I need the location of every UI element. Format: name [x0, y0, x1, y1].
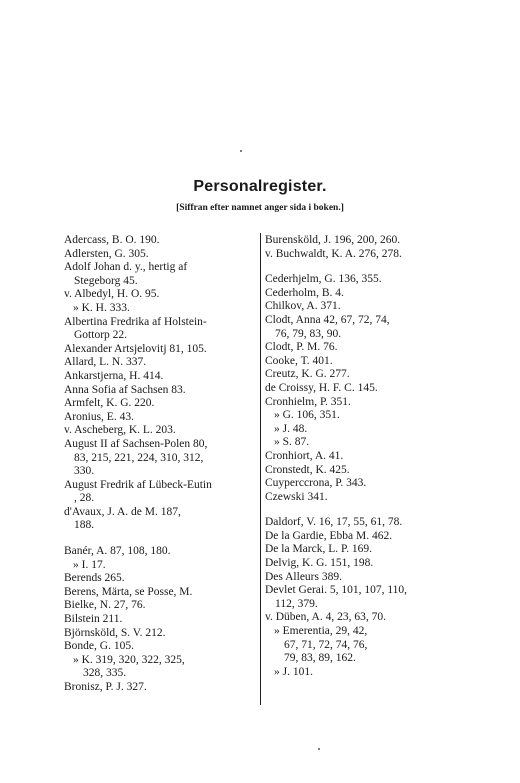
index-entry-text: De la Gardie, Ebba M. 462. — [265, 529, 393, 542]
index-entry — [265, 543, 455, 557]
index-entry-text: » G. 106, 351. — [274, 409, 340, 422]
index-entry — [265, 368, 455, 382]
index-entry — [265, 314, 455, 341]
index-entry — [64, 654, 256, 681]
index-entry-text: Des Alleurs 389. — [265, 570, 342, 583]
page-subtitle: [Siffran efter namnet anger sida i boken.] — [176, 203, 344, 213]
index-entry — [64, 572, 256, 586]
index-entry-text: » I. 17. — [73, 558, 106, 571]
index-entry-continuation: 330. — [74, 465, 95, 478]
index-entry-continuation: 76, 79, 83, 90. — [275, 327, 342, 340]
index-entry-text: Cederhjelm, G. 136, 355. — [265, 273, 382, 286]
index-entry-text: Adolf Johan d. y., hertig af — [64, 261, 188, 274]
index-entry — [265, 355, 455, 369]
index-entry — [64, 640, 256, 654]
index-entry-continuation: 188. — [74, 519, 95, 532]
index-entry-text: Banér, A. 87, 108, 180. — [64, 545, 171, 558]
index-entry-text: Berens, Märta, se Posse, M. — [64, 585, 193, 598]
index-entry — [265, 477, 455, 491]
index-entry — [64, 559, 256, 573]
index-entry-text: Cooke, T. 401. — [265, 354, 333, 367]
index-entry-text: Daldorf, V. 16, 17, 55, 61, 78. — [265, 516, 403, 529]
index-entry-text: Albertina Fredrika af Holstein- — [64, 315, 207, 328]
index-entry-continuation: 328, 335. — [83, 667, 127, 680]
index-entry-text: » Emerentia, 29, 42, — [274, 625, 368, 638]
index-entry — [64, 424, 256, 438]
index-entry — [64, 438, 256, 479]
index-entry — [265, 611, 455, 625]
index-entry — [265, 273, 455, 287]
index-entry — [64, 302, 256, 316]
index-column-left — [64, 234, 256, 695]
index-entry-text: August II af Sachsen-Polen 80, — [64, 437, 208, 450]
index-entry-text: Chilkov, A. 371. — [265, 300, 341, 313]
index-entry-text: De la Marck, L. P. 169. — [265, 543, 372, 556]
index-entry-text: Adercass, B. O. 190. — [64, 234, 160, 246]
index-entry-text: Delvig, K. G. 151, 198. — [265, 557, 374, 570]
index-entry-text: Cronhiort, A. 41. — [265, 449, 344, 462]
index-entry-text: Czewski 341. — [265, 490, 328, 503]
index-entry — [64, 316, 256, 343]
index-entry — [265, 584, 455, 611]
index-entry-continuation: , 28. — [74, 492, 95, 505]
index-entry — [265, 409, 455, 423]
index-entry — [64, 397, 256, 411]
index-entry-text: August Fredrik af Lübeck-Eutin — [64, 478, 212, 491]
index-entry — [64, 627, 256, 641]
index-entry — [265, 234, 455, 248]
index-entry-text: Bronisz, P. J. 327. — [64, 681, 147, 693]
index-entry — [64, 599, 256, 613]
index-entry-text: Cederholm, B. 4. — [265, 286, 344, 299]
index-entry-continuation: 112, 379. — [275, 597, 318, 610]
index-entry-text: v. Albedyl, H. O. 95. — [64, 288, 160, 301]
index-entry — [265, 491, 455, 505]
index-entry — [64, 384, 256, 398]
index-entry — [64, 479, 256, 506]
index-entry — [265, 666, 455, 680]
index-entry-text: Armfelt, K. G. 220. — [64, 397, 155, 410]
index-entry — [265, 248, 455, 262]
page-title: Personalregister. — [193, 178, 327, 195]
index-entry-text: Bielke, N. 27, 76. — [64, 599, 146, 612]
index-entry — [265, 516, 455, 530]
index-entry — [64, 681, 256, 695]
index-entry — [64, 356, 256, 370]
index-entry-text: v. Buchwaldt, K. A. 276, 278. — [265, 247, 402, 260]
index-entry-text: de Croissy, H. F. C. 145. — [265, 381, 378, 394]
index-entry-text: » J. 48. — [274, 422, 308, 435]
index-entry-text: Berends 265. — [64, 572, 125, 585]
index-entry-text: Ankarstjerna, H. 414. — [64, 369, 164, 382]
index-entry-continuation: Gottorp 22. — [74, 329, 128, 342]
index-entry-text: » K. H. 333. — [73, 301, 130, 314]
index-entry-continuation: 79, 83, 89, 162. — [284, 652, 356, 665]
section-gap — [265, 261, 455, 273]
index-entry — [64, 586, 256, 600]
index-entry-text: v. Ascheberg, K. L. 203. — [64, 424, 176, 437]
index-entry-text: Anna Sofia af Sachsen 83. — [64, 383, 186, 396]
index-entry — [265, 423, 455, 437]
index-entry — [64, 411, 256, 425]
index-entry-text: Clodt, Anna 42, 67, 72, 74, — [265, 313, 390, 326]
index-entry-text: Bonde, G. 105. — [64, 640, 134, 653]
index-entry-continuation: 67, 71, 72, 74, 76, — [284, 638, 368, 651]
index-entry-text: Cronhielm, P. 351. — [265, 395, 351, 408]
index-entry — [265, 625, 455, 666]
index-entry — [64, 343, 256, 357]
index-entry-text: Clodt, P. M. 76. — [265, 341, 338, 354]
index-entry-text: Allard, L. N. 337. — [64, 356, 147, 369]
paper-speck — [318, 748, 320, 750]
section-gap — [265, 504, 455, 516]
index-entry-text: Alexander Artsjelovitj 81, 105. — [64, 342, 207, 355]
index-entry — [64, 370, 256, 384]
index-entry — [265, 464, 455, 478]
index-entry-text: Bilstein 211. — [64, 613, 123, 626]
index-entry-text: Aronius, E. 43. — [64, 410, 134, 423]
index-entry — [64, 506, 256, 533]
index-entry-text: Björnsköld, S. V. 212. — [64, 626, 166, 639]
index-entry-text: Burensköld, J. 196, 200, 260. — [265, 234, 401, 246]
index-entry-text: Devlet Gerai. 5, 101, 107, 110, — [265, 584, 408, 597]
index-entry — [64, 288, 256, 302]
index-entry-continuation: 83, 215, 221, 224, 310, 312, — [74, 451, 204, 464]
index-entry — [265, 530, 455, 544]
index-entry — [64, 545, 256, 559]
index-column-right — [265, 234, 455, 679]
index-entry — [64, 248, 256, 262]
index-entry-text: » J. 101. — [274, 665, 313, 678]
index-entry — [265, 287, 455, 301]
section-gap — [64, 533, 256, 545]
index-entry — [265, 450, 455, 464]
index-entry-continuation: Stegeborg 45. — [74, 274, 138, 287]
index-entry — [265, 436, 455, 450]
index-entry-text: » S. 87. — [274, 436, 310, 449]
index-entry-text: Creutz, K. G. 277. — [265, 368, 350, 381]
index-entry — [265, 571, 455, 585]
index-entry — [265, 341, 455, 355]
index-entry-text: Cronstedt, K. 425. — [265, 463, 350, 476]
index-entry-text: v. Düben, A. 4, 23, 63, 70. — [265, 611, 386, 624]
index-entry-text: Cuyperccrona, P. 343. — [265, 477, 367, 490]
index-entry — [265, 396, 455, 410]
index-entry-text: d'Avaux, J. A. de M. 187, — [64, 505, 181, 518]
index-entry-text: Adlersten, G. 305. — [64, 247, 149, 260]
paper-speck — [240, 150, 242, 152]
index-entry — [265, 557, 455, 571]
index-entry — [64, 234, 256, 248]
index-entry-text: » K. 319, 320, 322, 325, — [73, 653, 185, 666]
index-entry — [265, 382, 455, 396]
column-divider — [260, 233, 261, 705]
index-entry — [64, 261, 256, 288]
index-entry — [64, 613, 256, 627]
index-entry — [265, 300, 455, 314]
